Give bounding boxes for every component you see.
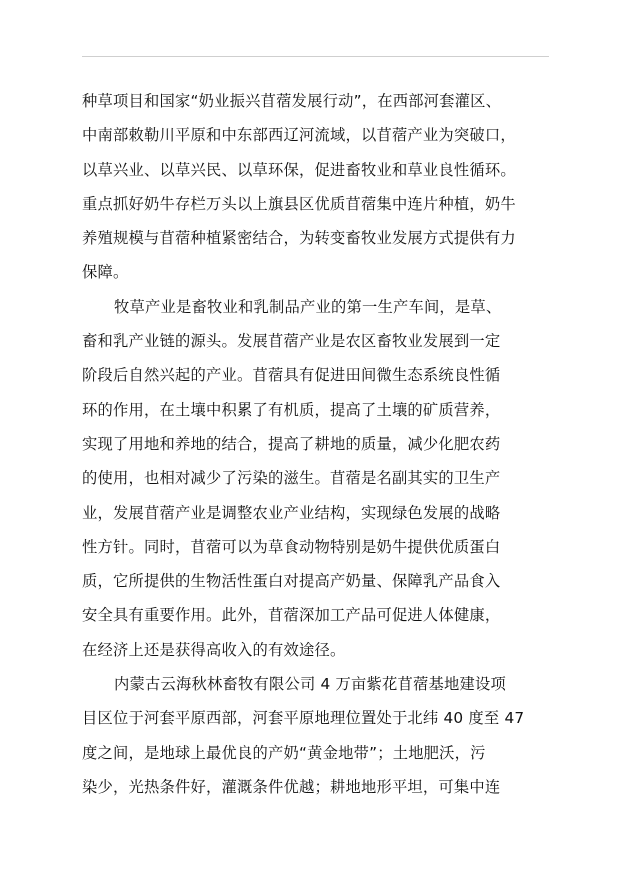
text-line: 性方针。同时，苜蓿可以为草食动物特别是奶牛提供优质蛋白 <box>82 537 501 556</box>
text-line: 度之间，是地球上最优良的产奶“黄金地带”；土地肥沃，污 <box>82 743 486 762</box>
text-line: 畜和乳产业链的源头。发展苜蓿产业是农区畜牧业发展到一定 <box>82 332 501 351</box>
text-line: 目区位于河套平原西部，河套平原地理位置处于北纬 40 度至 47 <box>82 709 525 728</box>
text-line: 阶段后自然兴起的产业。苜蓿具有促进田间微生态系统良性循 <box>82 366 501 385</box>
text-line: 质，它所提供的生物活性蛋白对提高产奶量、保障乳产品食入 <box>82 572 501 591</box>
text-line: 染少，光热条件好，灌溉条件优越；耕地地形平坦，可集中连 <box>82 777 501 796</box>
text-line: 养殖规模与苜蓿种植紧密结合，为转变畜牧业发展方式提供有力 <box>82 229 516 248</box>
text-line: 种草项目和国家“奶业振兴苜蓿发展行动”，在西部河套灌区、 <box>82 92 502 110</box>
text-line: 以草兴业、以草兴民、以草环保，促进畜牧业和草业良性循环。 <box>82 160 516 179</box>
paragraph-start-line: 牧草产业是畜牧业和乳制品产业的第一生产车间，是草、 <box>114 297 502 316</box>
text-line: 环的作用，在土壤中积累了有机质，提高了土壤的矿质营养， <box>82 400 501 419</box>
text-line: 安全具有重要作用。此外，苜蓿深加工产品可促进人体健康， <box>82 606 501 625</box>
text-line: 重点抓好奶牛存栏万头以上旗县区优质苜蓿集中连片种植，奶牛 <box>82 194 516 213</box>
body-text <box>82 84 552 804</box>
paragraph-start-line: 内蒙古云海秋林畜牧有限公司 4 万亩紫花苜蓿基地建设项 <box>114 675 506 694</box>
text-line: 的使用，也相对减少了污染的滋生。苜蓿是名副其实的卫生产 <box>82 469 501 488</box>
text-line: 在经济上还是获得高收入的有效途径。 <box>82 640 346 659</box>
text-line: 保障。 <box>82 263 129 282</box>
text-line: 业，发展苜蓿产业是调整农业产业结构，实现绿色发展的战略 <box>82 503 501 522</box>
text-line: 中南部敕勒川平原和中东部西辽河流域，以苜蓿产业为突破口， <box>82 126 516 145</box>
text-line: 实现了用地和养地的结合，提高了耕地的质量，减少化肥农药 <box>82 434 501 453</box>
header-rule <box>82 56 549 57</box>
